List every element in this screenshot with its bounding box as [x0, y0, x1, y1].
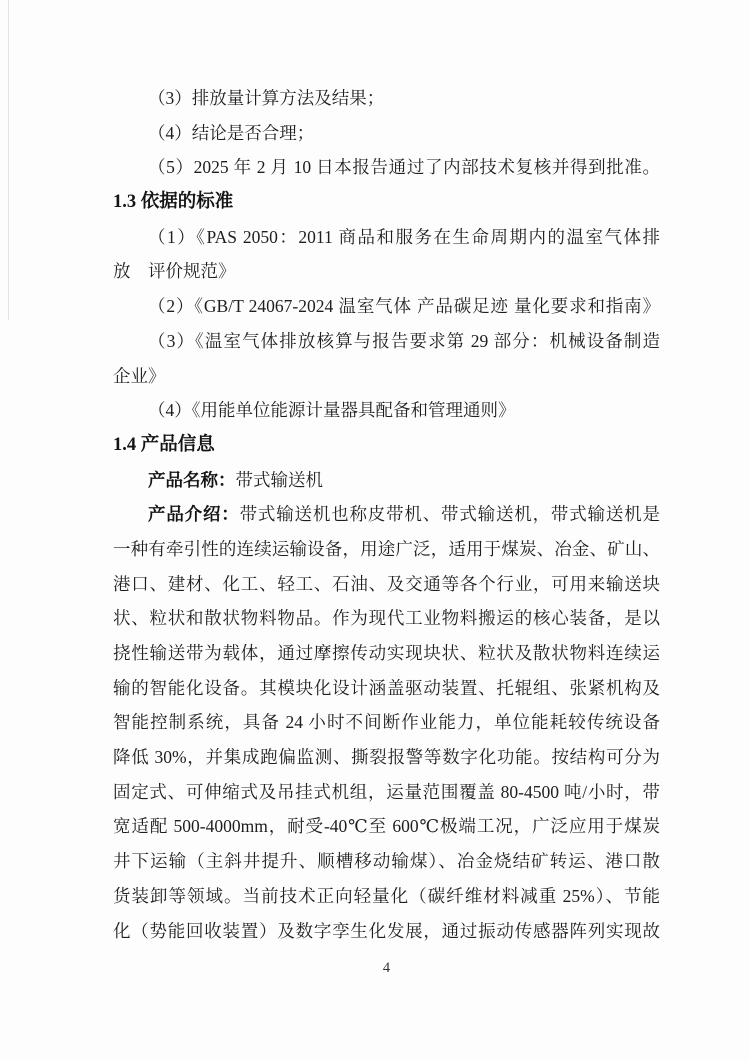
review-item-line: （4）结论是否合理； — [148, 122, 315, 143]
product-name-label: 产品名称： — [148, 469, 236, 490]
body-text-line: 输的智能化设备。其模块化设计涵盖驱动装置、托辊组、张紧机构及 — [113, 677, 660, 698]
body-text-line: 挠性输送带为载体，通过摩擦传动实现块状、粒状及散状物料连续运 — [113, 643, 660, 663]
body-text-line: 港口、建材、化工、轻工、石油、及交通等各个行业，可用来输送块 — [113, 573, 660, 594]
standard-item-line: （1）《PAS 2050：2011 商品和服务在生命周期内的温室气体排 — [148, 226, 660, 247]
body-text-line: 井下运输（主斜井提升、顺槽移动输煤）、冶金烧结矿转运、港口散 — [113, 851, 660, 872]
review-item-line: （3）排放量计算方法及结果； — [148, 88, 385, 108]
standard-item-line: （4）《用能单位能源计量器具配备和管理通则》 — [148, 400, 516, 421]
body-text-line: 状、粒状和散状物料物品。作为现代工业物料搬运的核心装备，是以 — [113, 608, 660, 629]
standard-item-line: （3）《温室气体排放核算与报告要求第 29 部分：机械设备制造 — [148, 330, 660, 351]
body-text-line: 货装卸等领域。当前技术正向轻量化（碳纤维材料减重 25%）、节能 — [113, 885, 660, 906]
body-text-line: 一种有牵引性的连续运输设备，用途广泛，适用于煤炭、冶金、矿山、 — [113, 538, 660, 559]
body-text-line: 宽适配 500-4000mm，耐受-40℃至 600℃极端工况，广泛应用于煤炭 — [113, 816, 660, 837]
section-heading-1-3: 1.3 依据的标准 — [113, 192, 234, 213]
product-intro-line — [113, 497, 660, 532]
product-intro-text: 带式输送机也称皮带机、带式输送机，带式输送机是 — [239, 504, 661, 525]
page-number: 4 — [382, 960, 391, 976]
standard-item-line: （2）《GB/T 24067-2024 温室气体 产品碳足迹 量化要求和指南》 — [148, 296, 660, 317]
review-item-line: （5）2025 年 2 月 10 日本报告通过了内部技术复核并得到批准。 — [148, 157, 660, 178]
body-text-line: 降低 30%，并集成跑偏监测、撕裂报警等数字化功能。按结构可分为 — [113, 747, 660, 768]
product-name-line — [113, 463, 660, 498]
scan-artifact-line — [8, 0, 9, 320]
body-text-line: 化（势能回收装置）及数字孪生化发展，通过振动传感器阵列实现故 — [113, 920, 660, 941]
product-name-value: 带式输送机 — [235, 469, 323, 490]
product-intro-label: 产品介绍： — [148, 504, 240, 525]
section-heading-1-4: 1.4 产品信息 — [113, 434, 215, 455]
body-text-line: 智能控制系统，具备 24 小时不间断作业能力，单位能耗较传统设备 — [113, 712, 660, 733]
page-body-text — [113, 81, 660, 948]
body-text-line: 固定式、可伸缩式及吊挂式机组，运量范围覆盖 80-4500 吨/小时，带 — [113, 781, 660, 802]
standard-item-line: 企业》 — [113, 365, 166, 386]
standard-item-line: 放 评价规范》 — [113, 261, 236, 282]
